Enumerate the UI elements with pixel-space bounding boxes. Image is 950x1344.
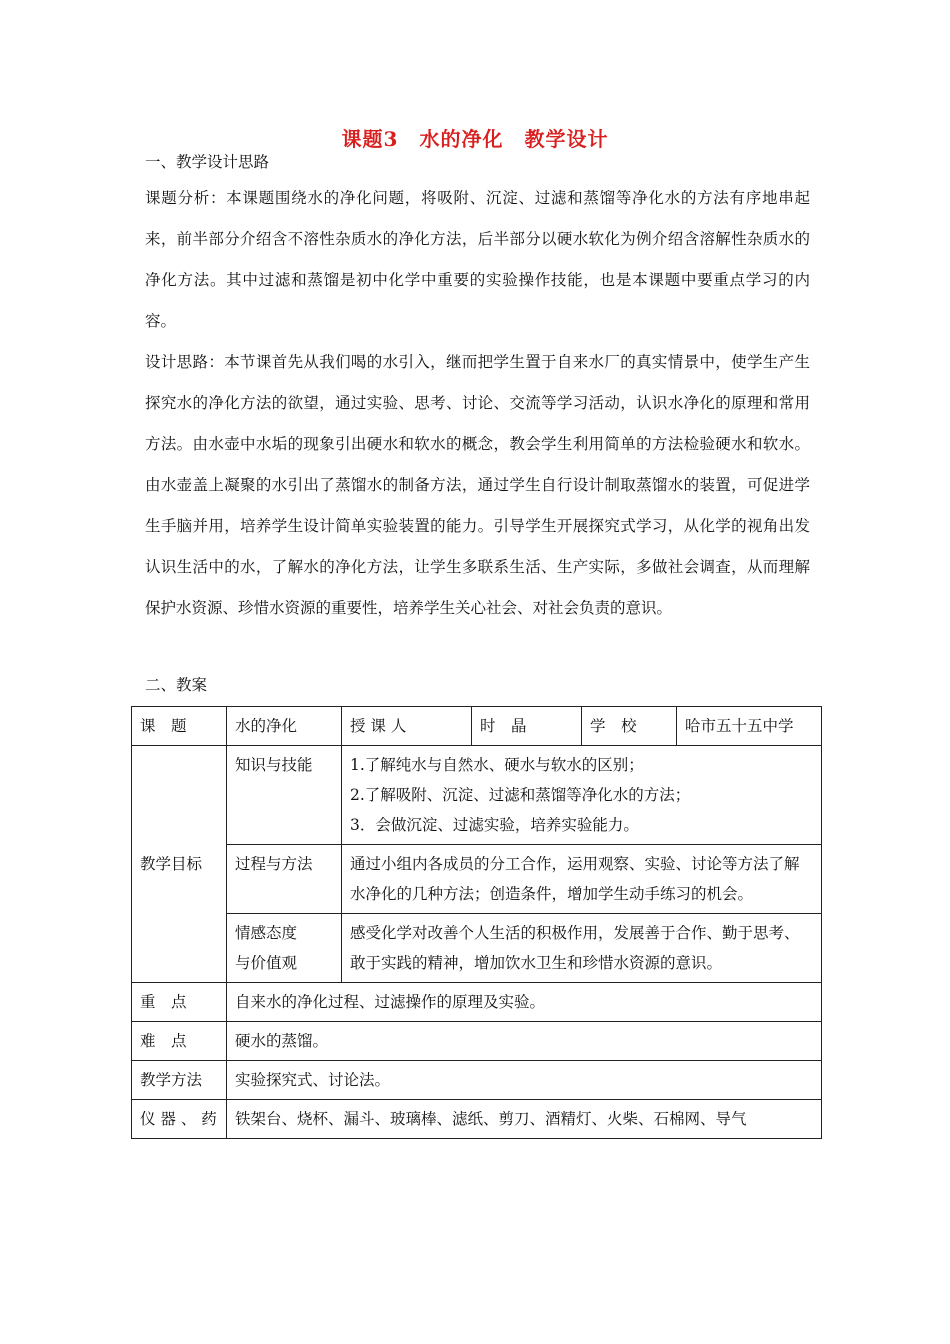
emotion-label (227, 914, 342, 983)
process-label: 过程与方法 (227, 845, 342, 914)
lesson-plan-table (131, 706, 822, 1139)
knowledge-item: 3．会做沉淀、过滤实验，培养实验能力。 (350, 816, 639, 834)
process-value: 通过小组内各成员的分工合作，运用观察、实验、讨论等方法了解水净化的几种方法；创造条件，增加学生动手练习的机会。 (342, 845, 822, 914)
method-value: 实验探究式、讨论法。 (227, 1061, 822, 1100)
table-row-process (132, 845, 822, 914)
knowledge-items (342, 746, 822, 845)
difficulty-value: 硬水的蒸馏。 (227, 1022, 822, 1061)
goals-label: 教学目标 (132, 746, 227, 983)
table-row-topic (132, 707, 822, 746)
key-value: 自来水的净化过程、过滤操作的原理及实验。 (227, 983, 822, 1022)
document-title: 课题3 水的净化 教学设计 (341, 127, 609, 151)
table-row-equipment (132, 1100, 822, 1139)
emotion-label-line: 与价值观 (235, 954, 298, 972)
knowledge-item: 1.了解纯水与自然水、硬水与软水的区别； (350, 756, 644, 774)
method-label: 教学方法 (132, 1061, 227, 1100)
section-heading-lesson-plan: 二、教案 (145, 676, 208, 694)
table-row-method (132, 1061, 822, 1100)
topic-value: 水的净化 (227, 707, 342, 746)
teacher-value: 时 晶 (472, 707, 582, 746)
paragraph-topic-analysis: 课题分析：本课题围绕水的净化问题，将吸附、沉淀、过滤和蒸馏等净化水的方法有序地串起来，前半部分介绍含不溶性杂质水的净化方法，后半部分以硬水软化为例介绍含溶解性杂质水的净化方法。其中过滤和蒸馏是初中化学中重要的实验操作技能，也是本课题中要重点学习的内容。 (145, 189, 810, 330)
table-row-emotion (132, 914, 822, 983)
school-value: 哈市五十五中学 (677, 707, 822, 746)
school-label: 学 校 (582, 707, 677, 746)
table-row-key-point (132, 983, 822, 1022)
knowledge-label: 知识与技能 (227, 746, 342, 845)
paragraph-design-ideas: 设计思路：本节课首先从我们喝的水引入，继而把学生置于自来水厂的真实情景中，使学生产生探究水的净化方法的欲望，通过实验、思考、讨论、交流等学习活动，认识水净化的原理和常用方法。由水壶中水垢的现象引出硬水和软水的概念，教会学生利用简单的方法检验硬水和软水。由水壶盖上凝聚的水引出了蒸馏水的制备方法，通过学生自行设计制取蒸馏水的装置，可促进学生手脑并用，培养学生设计简单实验装置的能力。引导学生开展探究式学习，从化学的视角出发认识生活中的水，了解水的净化方法，让学生多联系生活、生产实际，多做社会调查，从而理解保护水资源、珍惜水资源的重要性，培养学生关心社会、对社会负责的意识。 (145, 353, 810, 617)
table-row-difficulty (132, 1022, 822, 1061)
key-label: 重 点 (132, 983, 227, 1022)
teacher-label: 授 课 人 (342, 707, 472, 746)
equipment-label: 仪 器 、 药 (132, 1100, 227, 1139)
emotion-value: 感受化学对改善个人生活的积极作用，发展善于合作、勤于思考、敢于实践的精神，增加饮水卫生和珍惜水资源的意识。 (342, 914, 822, 983)
equipment-value: 铁架台、烧杯、漏斗、玻璃棒、滤纸、剪刀、酒精灯、火柴、石棉网、导气 (227, 1100, 822, 1139)
emotion-label-line: 情感态度 (235, 924, 298, 942)
topic-label: 课 题 (132, 707, 227, 746)
difficulty-label: 难 点 (132, 1022, 227, 1061)
section-heading-design-ideas: 一、教学设计思路 (145, 153, 270, 171)
table-row-knowledge (132, 746, 822, 845)
knowledge-item: 2.了解吸附、沉淀、过滤和蒸馏等净化水的方法； (350, 786, 691, 804)
